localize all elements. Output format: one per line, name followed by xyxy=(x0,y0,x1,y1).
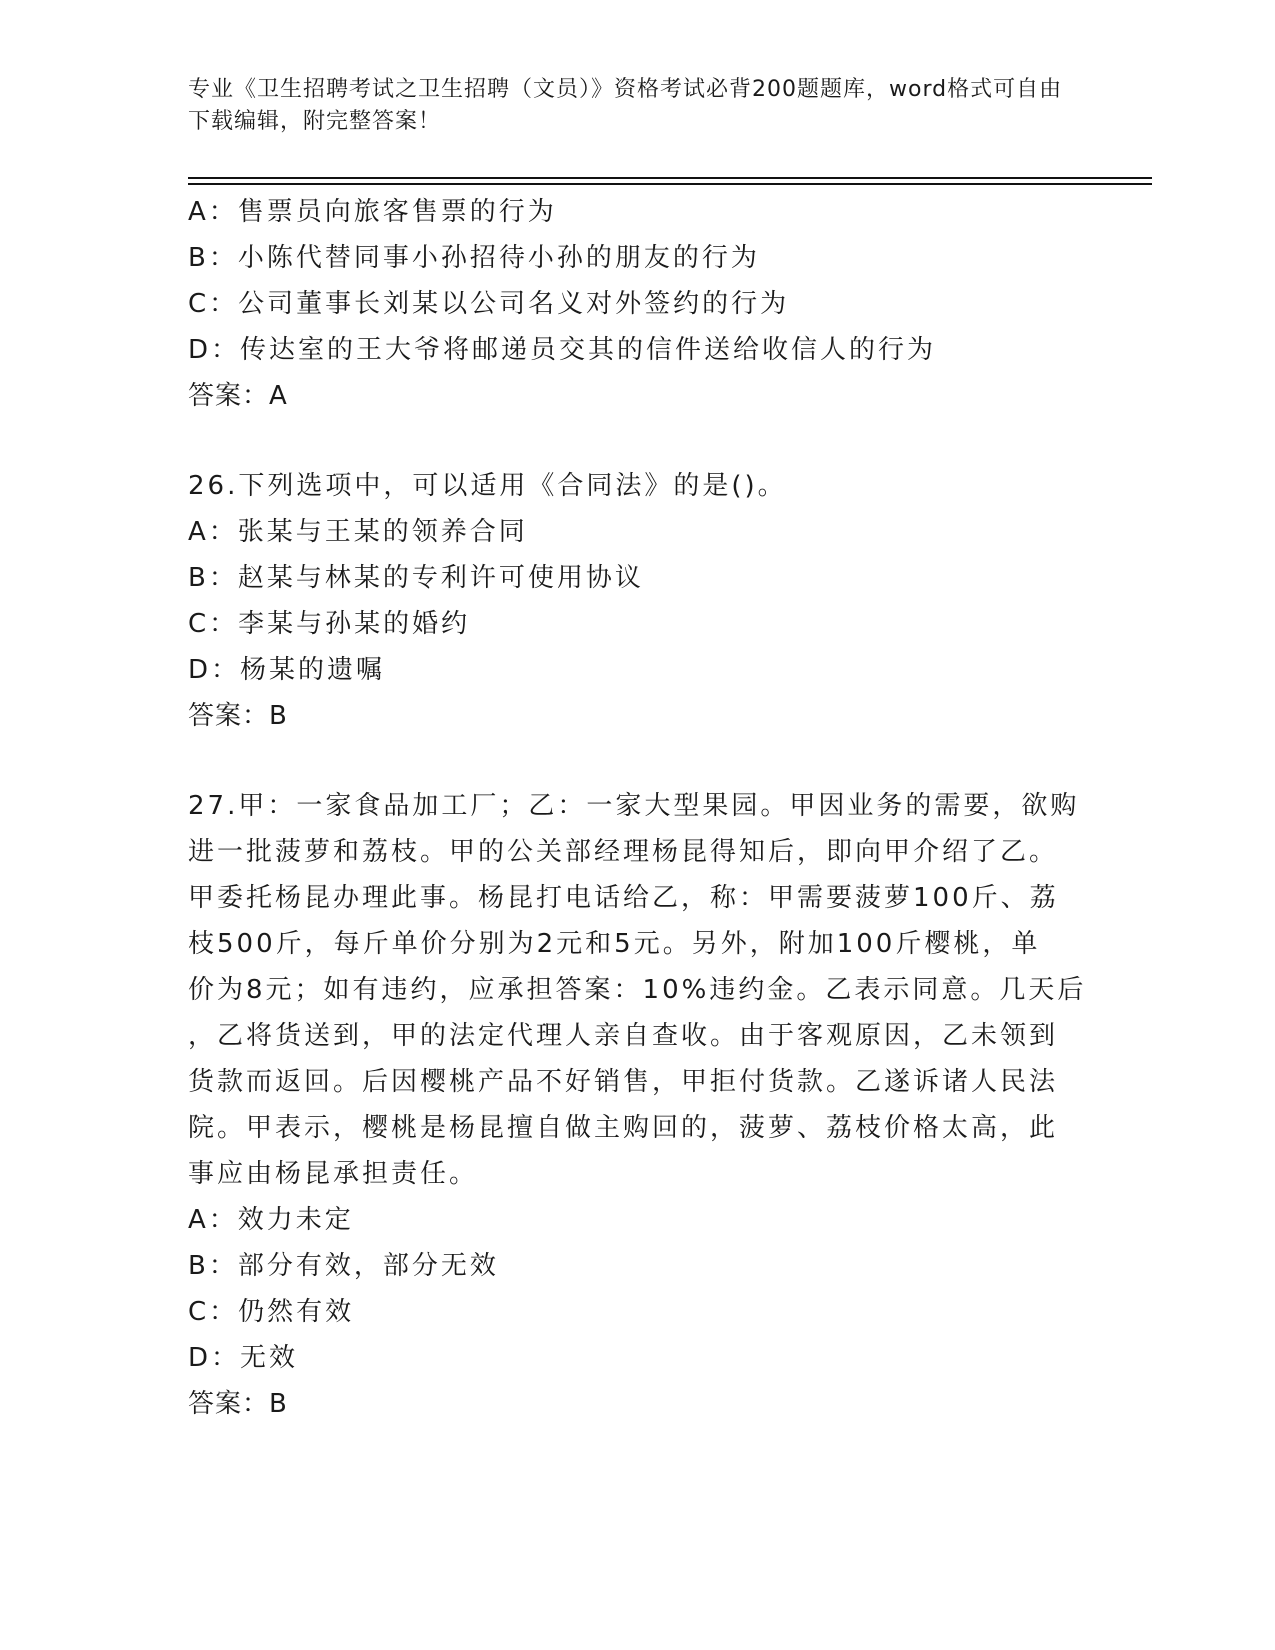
question-stem-line: 甲委托杨昆办理此事。杨昆打电话给乙，称：甲需要菠萝100斤、荔 xyxy=(188,883,1059,913)
option-a: A：效力未定 xyxy=(188,1205,354,1235)
option-a: A：售票员向旅客售票的行为 xyxy=(188,197,557,227)
option-d: D：无效 xyxy=(188,1343,299,1373)
answer: 答案：B xyxy=(188,1389,288,1419)
option-d: D：杨某的遗嘱 xyxy=(188,655,386,685)
option-b: B：部分有效，部分无效 xyxy=(188,1251,499,1281)
question-stem-line: 事应由杨昆承担责任。 xyxy=(188,1159,479,1189)
answer: 答案：A xyxy=(188,381,288,411)
question-25 xyxy=(188,189,1088,419)
answer: 答案：B xyxy=(188,701,288,731)
question-stem-line: 货款而返回。后因樱桃产品不好销售，甲拒付货款。乙遂诉诸人民法 xyxy=(188,1067,1059,1097)
document-header: 专业《卫生招聘考试之卫生招聘（文员）》资格考试必背200题题库，word格式可自由下载编辑，附完整答案！ xyxy=(188,77,1063,134)
option-c: C：公司董事长刘某以公司名义对外签约的行为 xyxy=(188,289,790,319)
question-stem: 26.下列选项中，可以适用《合同法》的是()。 xyxy=(188,471,787,501)
question-stem-line: 院。甲表示，樱桃是杨昆擅自做主购回的，菠萝、荔枝价格太高，此 xyxy=(188,1113,1059,1143)
question-stem-line: 价为8元；如有违约，应承担答案：10%违约金。乙表示同意。几天后 xyxy=(188,975,1087,1005)
header-rule-bottom xyxy=(188,183,1152,185)
question-stem-line: ，乙将货送到，甲的法定代理人亲自查收。由于客观原因，乙未领到 xyxy=(188,1021,1059,1051)
option-b: B：赵某与林某的专利许可使用协议 xyxy=(188,563,644,593)
option-a: A：张某与王某的领养合同 xyxy=(188,517,528,547)
option-c: C：李某与孙某的婚约 xyxy=(188,609,471,639)
question-stem-line: 枝500斤，每斤单价分别为2元和5元。另外，附加100斤樱桃，单 xyxy=(188,929,1041,959)
option-d: D：传达室的王大爷将邮递员交其的信件送给收信人的行为 xyxy=(188,335,937,365)
question-stem-line: 进一批菠萝和荔枝。甲的公关部经理杨昆得知后，即向甲介绍了乙。 xyxy=(188,837,1059,867)
option-b: B：小陈代替同事小孙招待小孙的朋友的行为 xyxy=(188,243,760,273)
option-c: C：仍然有效 xyxy=(188,1297,355,1327)
question-stem-line: 27.甲：一家食品加工厂；乙：一家大型果园。甲因业务的需要，欲购 xyxy=(188,791,1080,821)
question-content xyxy=(188,189,1088,1427)
question-27 xyxy=(188,783,1088,1427)
header-rule-top xyxy=(188,177,1152,179)
question-26 xyxy=(188,463,1088,739)
